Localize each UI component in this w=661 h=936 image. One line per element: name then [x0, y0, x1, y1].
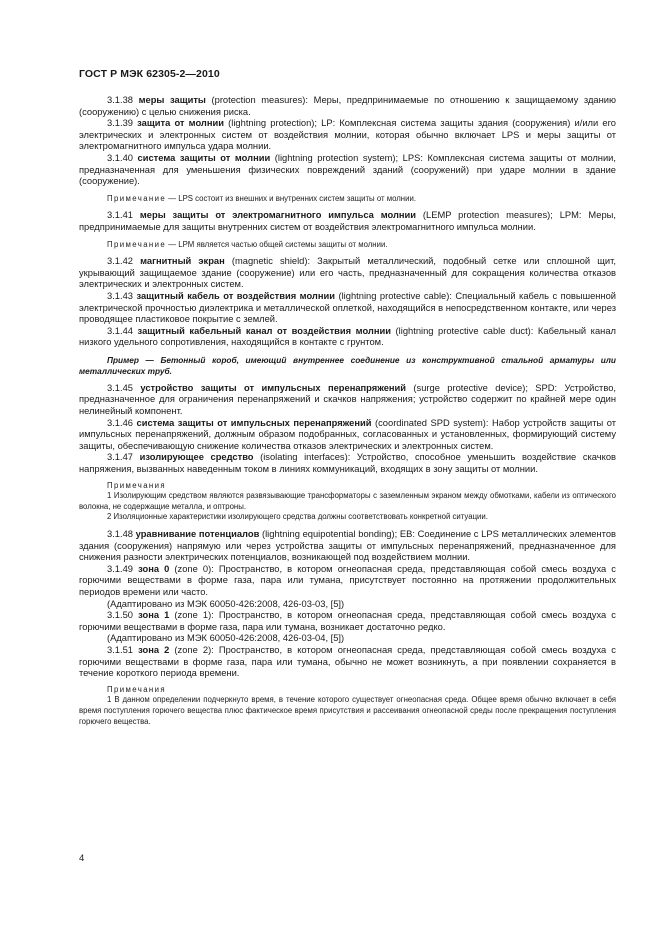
clause-number: 3.1.46: [107, 417, 133, 428]
definition-text: (surge protective device); SPD: Устройство, предназначенное для ограничения перенапряжений и скачков напряжения; устройство содержит по крайней мере один нелинейный компонент.: [79, 382, 616, 417]
term: зона 0: [138, 563, 170, 574]
definition-3-1-40: [79, 153, 616, 188]
definition-text: (zone 1): Пространство, в котором огнеопасная среда, представляющая собой смесь воздуха с горючими веществами в форме газа, пара или тумана, возникает достаточно редко.: [79, 610, 616, 632]
example-concrete-box: Пример — Бетонный короб, имеющий внутреннее соединение из конструктивной стальной арматуры или металлических труб.: [79, 354, 616, 376]
note-text: — LPS состоит из внешних и внутренних систем защиты от молнии.: [166, 193, 416, 203]
document-body: [79, 95, 616, 733]
notes-title: Примечания: [107, 480, 167, 490]
definition-text: (lightning equipotential bonding); EB: Соединение с LPS металлических элементов здания (сооружения) напрямую или через устройства защиты от импульсных перенапряжений, предназначенное для снижения разности электрических потенциалов, возникающей под воздействием молнии.: [79, 529, 616, 563]
term: меры защиты: [138, 95, 206, 105]
definition-text: (zone 2): Пространство, в котором огнеопасная среда, представляющая собой смесь воздуха с горючими веществами в форме газа, пара или тумана, обычно не может возникнуть, а при появлении сохраняется в течение короткого периода времени.: [79, 644, 616, 679]
term: зона 2: [138, 644, 170, 655]
note-label: Примечание: [107, 239, 167, 249]
term: защитный кабель от воздействия молнии: [136, 290, 336, 301]
note-text: — LPM является частью общей системы защиты от молнии.: [166, 239, 388, 249]
notes-title: Примечания: [107, 684, 167, 694]
clause-number: 3.1.43: [107, 290, 133, 301]
definition-3-1-44: [79, 326, 616, 349]
note-item: 1 В данном определении подчеркнуто время, в течение которого существует огнеопасная среда. Общее время обычно включает в себя время поступления горючего вещества плюс фактическое время присутствия и рассеивания огнеопасной среды после прекращения поступления горючего вещества.: [79, 695, 616, 726]
definition-3-1-48: [79, 529, 616, 564]
clause-number: 3.1.50: [107, 610, 133, 621]
definition-3-1-46: [79, 418, 616, 453]
term: система защиты от импульсных перенапряжений: [136, 417, 372, 428]
term: уравнивание потенциалов: [135, 529, 260, 539]
definition-3-1-49: [79, 564, 616, 599]
definition-text: (isolating interfaces): Устройство, способное уменьшить воздействие скачков напряжения, вызванных наведенным током в линиях коммуникаций, входящих в зону защиты от молнии.: [79, 452, 616, 475]
notes-zone-2: [79, 685, 616, 727]
definition-3-1-43: [79, 291, 616, 326]
term: система защиты от молнии: [137, 152, 271, 163]
clause-number: 3.1.39: [107, 118, 133, 129]
clause-number: 3.1.42: [107, 256, 133, 267]
clause-number: 3.1.44: [107, 325, 133, 336]
definition-text: (lightning protection system); LPS: Комплексная система защиты от молнии, предназначенная для уменьшения физических повреждений зданий (сооружений) при ударе молнии в здание (сооружение).: [79, 152, 616, 187]
definition-3-1-47: [79, 452, 616, 475]
source-reference: (Адаптировано из МЭК 60050-426:2008, 426-03-03, [5]): [107, 598, 345, 609]
notes-isolating-interfaces: [79, 481, 616, 523]
term: магнитный экран: [140, 256, 225, 267]
clause-number: 3.1.49: [107, 563, 133, 574]
note-item: 2 Изоляционные характеристики изолирующего средства должны соответствовать конкретной ситуации.: [107, 512, 488, 522]
definition-3-1-38: [79, 95, 616, 118]
definition-3-1-50: [79, 610, 616, 633]
term: защита от молнии: [137, 118, 224, 129]
definition-text: (LEMP protection measures); LPM: Меры, предпринимаемые для защиты внутренних систем от воздействия электромагнитного импульса молнии.: [79, 210, 616, 232]
term: устройство защиты от импульсных перенапряжений: [140, 382, 407, 393]
clause-number: 3.1.38: [107, 95, 133, 105]
definition-3-1-41: [79, 210, 616, 233]
definition-text: (magnetic shield): Закрытый металлический, подобный сетке или сплошной щит, укрывающий защищаемое здание (сооружение) или его часть, предназначенный для сокращения количества отказов электрических и электронных систем.: [79, 256, 616, 290]
clause-number: 3.1.47: [107, 452, 133, 463]
definition-text: (protection measures): Меры, предпринимаемые по отношению к защищаемому зданию (сооружению) с целью снижения риска.: [79, 95, 616, 117]
clause-number: 3.1.51: [107, 644, 133, 655]
clause-number: 3.1.45: [107, 382, 133, 393]
definition-3-1-39: [79, 118, 616, 153]
term: защитный кабельный канал от воздействия молнии: [137, 325, 391, 336]
definition-3-1-45: [79, 383, 616, 418]
note-item: 1 Изолирующим средством являются развязывающие трансформаторы с заземленным экраном между обмотками, кабели из оптического волокна, не содержащие металла, и оптроны.: [79, 491, 616, 511]
definition-text: (coordinated SPD system): Набор устройств защиты от импульсных перенапряжений, должным образом подобранных, согласованных и установленных, формирующий систему защиты, обеспечивающую снижение количества отказов электрических и электронных систем.: [79, 417, 616, 451]
clause-number: 3.1.40: [107, 152, 133, 163]
source-reference: (Адаптировано из МЭК 60050-426:2008, 426-03-04, [5]): [107, 633, 345, 644]
definition-3-1-42: [79, 256, 616, 291]
note-lpm: [79, 240, 616, 251]
document-header: ГОСТ Р МЭК 62305-2—2010: [79, 68, 220, 80]
definition-text: (zone 0): Пространство, в котором огнеопасная среда, представляющая собой смесь воздуха с горючими веществами в форме газа, пара или тумана, присутствует постоянно на протяжении продолжительных периодов времени или часто.: [79, 563, 616, 597]
page-number: 4: [79, 853, 85, 864]
term: изолирующее средство: [139, 452, 254, 463]
definition-3-1-51: [79, 645, 616, 680]
definition-text: (lightning protection); LP: Комплексная система защиты здания (сооружения) и/или его электрических и электронных систем от воздействия молнии, которая обычно включает LPS и меры защиты от электромагнитного импульса удара молнии.: [79, 118, 616, 152]
term: меры защиты от электромагнитного импульса молнии: [139, 210, 417, 221]
clause-number: 3.1.48: [107, 529, 133, 539]
term: зона 1: [138, 610, 170, 621]
clause-number: 3.1.41: [107, 210, 133, 221]
note-lps: [79, 194, 616, 205]
definition-text: (lightning protective cable): Специальный кабель с повышенной электрической прочностью диэлектрика и металлической оплеткой, находящийся в непосредственном контакте, или через проводящее пластиковое покрытие с землей.: [79, 290, 616, 325]
note-label: Примечание: [107, 193, 167, 203]
definition-text: (lightning protective cable duct): Кабельный канал низкого удельного сопротивления, находящийся в контакте с грунтом.: [79, 325, 616, 348]
